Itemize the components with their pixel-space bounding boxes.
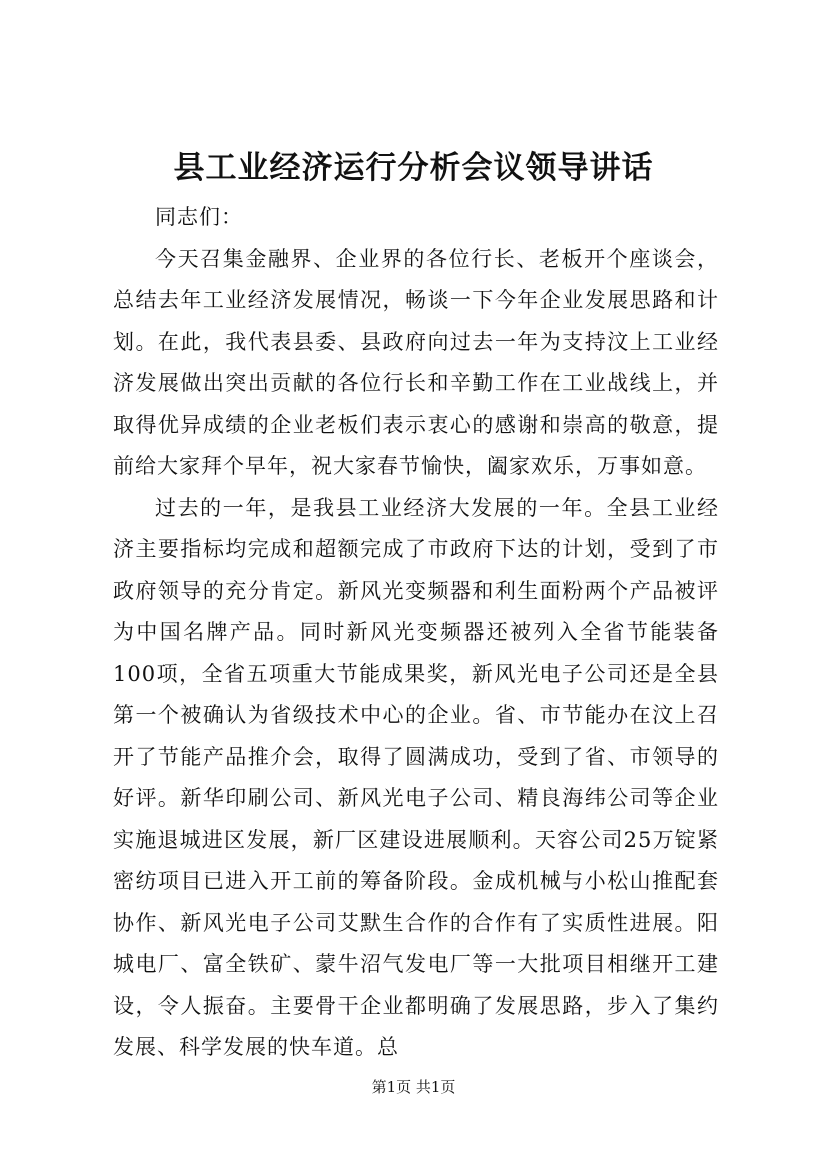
- page-number-footer: 第1页 共1页: [371, 1078, 456, 1096]
- body-paragraph: 过去的一年，是我县工业经济大发展的一年。全县工业经济主要指标均完成和超额完成了市政府下达的计划，受到了市政府领导的充分肯定。新风光变频器和利生面粉两个产品被评为中国名牌产品。同时新风光变频器还被列入全省节能装备100项，全省五项重大节能成果奖，新风光电子公司还是全县第一个被确认为省级技术中心的企业。省、市节能办在汶上召开了节能产品推介会，取得了圆满成功，受到了省、市领导的好评。新华印刷公司、新风光电子公司、精良海纬公司等企业实施退城进区发展，新厂区建设进展顺利。天容公司25万锭紧密纺项目已进入开工前的筹备阶段。金成机械与小松山推配套协作、新风光电子公司艾默生合作的合作有了实质性进展。阳城电厂、富全铁矿、蒙牛沼气发电厂等一大批项目相继开工建设，令人振奋。主要骨干企业都明确了发展思路，步入了集约发展、科学发展的快车道。总: [113, 495, 719, 1059]
- document-body: [113, 197, 719, 1069]
- document-title: 县工业经济运行分析会议领导讲话: [173, 150, 654, 186]
- body-paragraph: 今天召集金融界、企业界的各位行长、老板开个座谈会，总结去年工业经济发展情况，畅谈一下今年企业发展思路和计划。在此，我代表县委、县政府向过去一年为支持汶上工业经济发展做出突出贡献的各位行长和辛勤工作在工业战线上，并取得优异成绩的企业老板们表示衷心的感谢和崇高的敬意，提前给大家拜个早年，祝大家春节愉快，阖家欢乐，万事如意。: [113, 246, 719, 478]
- salutation-paragraph: 同志们：: [155, 205, 243, 229]
